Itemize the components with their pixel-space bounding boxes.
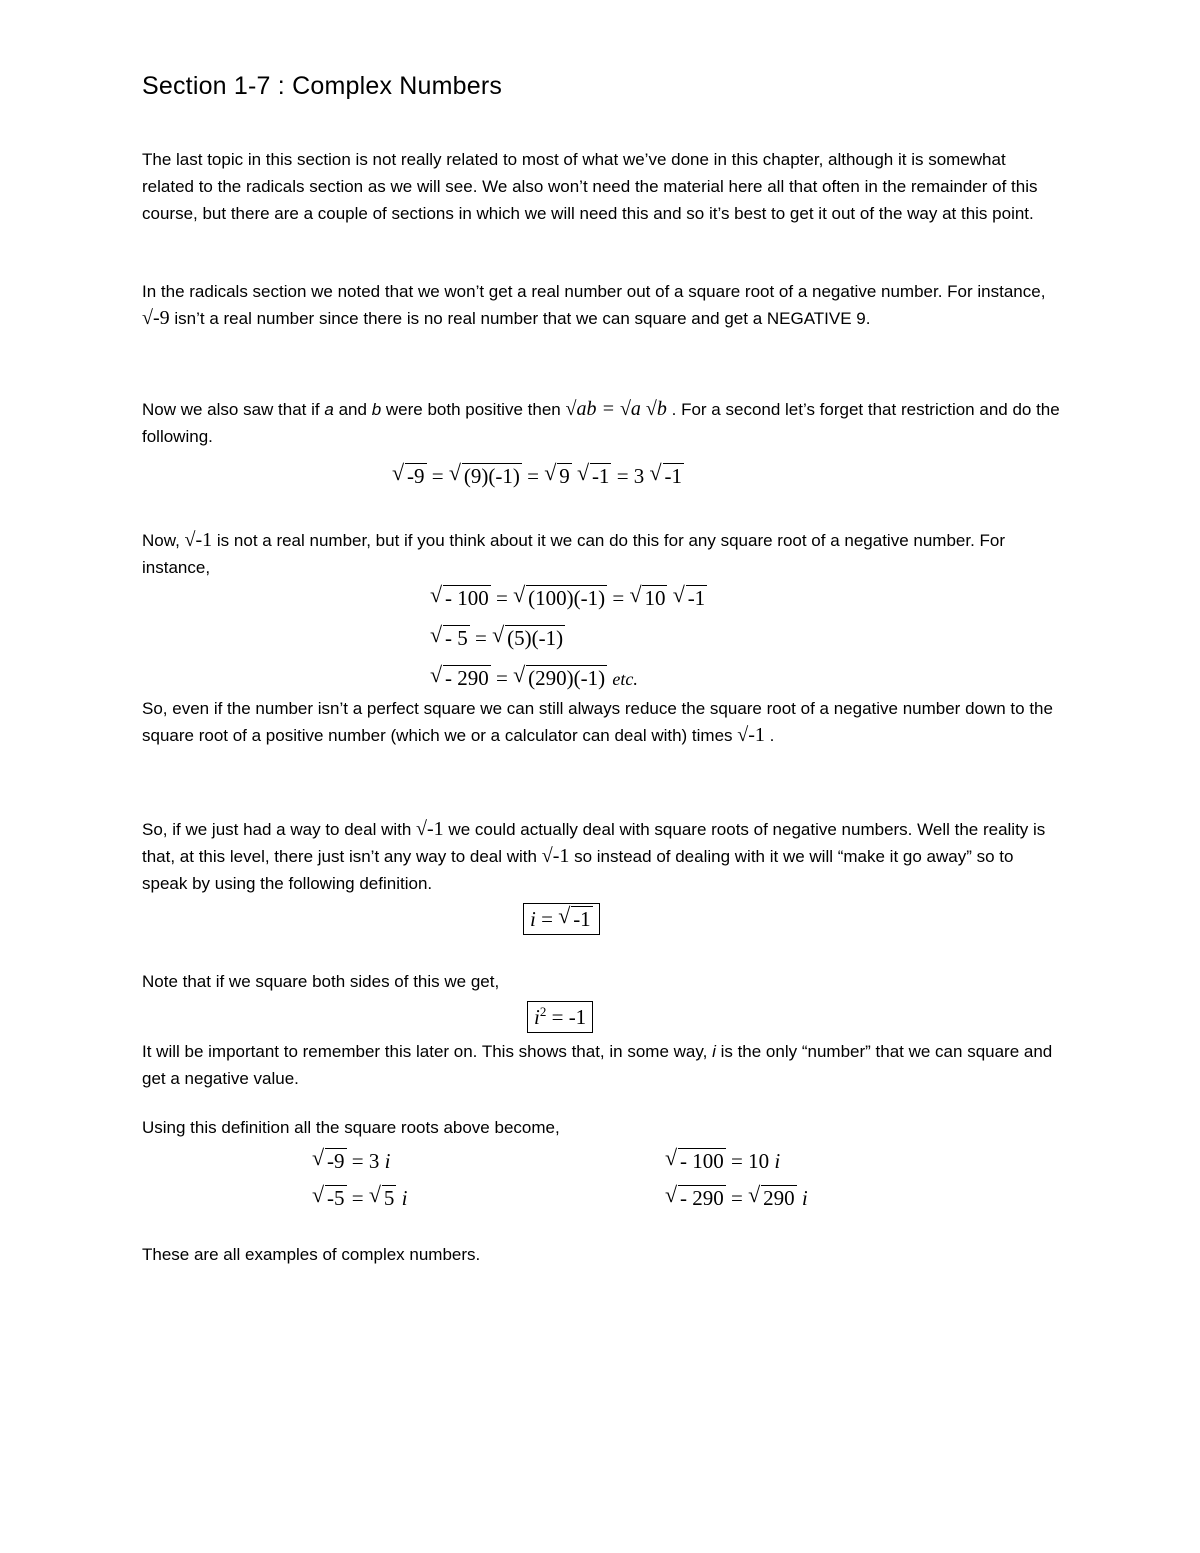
- var-b: b: [371, 400, 382, 419]
- sqrt-term: √ - 100: [665, 1148, 726, 1174]
- sqrt-term: √ -1: [558, 906, 593, 932]
- text-segment: isn’t a real number since there is no real number that we can square and get a NEGATIVE 9.: [174, 309, 871, 328]
- equation-sqrt-neg9: √ -9 = √ (9)(-1) = √ 9 √ -1 = 3 √ -1: [392, 463, 684, 489]
- result-sqrt-neg9: √ -9 = 3 i: [312, 1148, 390, 1174]
- text-segment: It will be important to remember this later on. This shows that, in some way,: [142, 1042, 708, 1061]
- text-segment: . For a second let’s forget that restriction and do the following.: [142, 400, 1060, 446]
- paragraph-using-definition: Using this definition all the square roots above become,: [142, 1118, 560, 1137]
- sqrt-term: √ -5: [312, 1185, 347, 1211]
- paragraph-reduce: [142, 695, 1062, 749]
- var-a: a: [324, 400, 334, 419]
- text-segment: were both positive then: [385, 400, 561, 419]
- paragraph-important: [142, 1038, 1062, 1092]
- etc-label: etc.: [612, 669, 638, 689]
- paragraph-radicals: [142, 278, 1062, 332]
- math-sqrt-neg1: √-1: [184, 529, 213, 551]
- sqrt-term: √ 290: [748, 1185, 797, 1211]
- text-segment: Now we also saw that if: [142, 400, 320, 419]
- text-segment: so instead of dealing with it we will “make it go away” so to speak by using the following definition.: [142, 847, 1014, 893]
- sqrt-term: √ 5: [369, 1185, 397, 1211]
- sqrt-term: √ (290)(-1): [513, 665, 607, 691]
- paragraph-intro: The last topic in this section is not really related to most of what we’ve done in this chapter, although it is somewhat related to the radicals section as we will see. We also won’t need the material here all that often in the remainder of this course, but there are a couple of sections in which we will need this and so it’s best to get it out of the way at this point.: [142, 150, 1038, 223]
- paragraph-product-rule: [142, 396, 1062, 450]
- imaginary-unit: i: [530, 907, 536, 931]
- sqrt-term: √ (9)(-1): [449, 463, 522, 489]
- math-product-rule: √ab = √a √b: [565, 398, 667, 420]
- sqrt-term: √ -9: [312, 1148, 347, 1174]
- text-segment: is not a real number, but if you think about it we can do this for any square root of a negative number. For instance,: [142, 531, 1006, 577]
- definition-i-squared-box: $i^2 = -1$: [527, 1001, 593, 1033]
- paragraph-conclusion: These are all examples of complex numbers.: [142, 1245, 481, 1264]
- paragraph-definition-intro: [142, 816, 1062, 897]
- paragraph-neg-roots: [142, 527, 1062, 581]
- sqrt-term: √ (100)(-1): [513, 585, 607, 611]
- paragraph-square-both: Note that if we square both sides of this we get,: [142, 972, 500, 991]
- math-sqrt-neg9: √-9: [142, 307, 170, 329]
- text-segment: In the radicals section we noted that we won’t get a real number out of a square root of a negative number. For instance,: [142, 282, 1046, 301]
- sqrt-term: √ - 100: [430, 585, 491, 611]
- sqrt-term: √ -9: [392, 463, 427, 489]
- text-segment: So, if we just had a way to deal with: [142, 820, 412, 839]
- math-sqrt-neg1: √-1: [737, 724, 765, 746]
- definition-i-box: i = √ -1: [523, 903, 600, 935]
- sqrt-term: √ (5)(-1): [492, 625, 565, 651]
- sqrt-term: √ - 5: [430, 625, 470, 651]
- text-segment: Now,: [142, 531, 180, 550]
- result-sqrt-neg100: √ - 100 = 10 i: [665, 1148, 780, 1174]
- equation-sqrt-neg5: √ - 5 = √ (5)(-1): [430, 625, 565, 651]
- sqrt-term: √ 9: [544, 463, 572, 489]
- text-segment: So, even if the number isn’t a perfect square we can still always reduce the square root of a negative number down to the square root of a positive number (which we or a calculator can deal with) times: [142, 699, 1053, 745]
- text-segment: is the only “number” that we can square and get a negative value.: [142, 1042, 1053, 1088]
- text-segment: we could actually deal with square roots of negative numbers. Well the reality is that, at this level, there just isn’t any way to deal with: [142, 820, 1046, 866]
- exponent: 2: [539, 1004, 547, 1019]
- result-sqrt-neg290: √ - 290 = √ 290 i: [665, 1185, 808, 1211]
- sqrt-term: √ -1: [650, 463, 685, 489]
- sqrt-term: √ -1: [577, 463, 612, 489]
- text-segment: .: [769, 726, 775, 745]
- text-segment: and: [338, 400, 367, 419]
- rhs-value: -1: [568, 1005, 587, 1029]
- math-sqrt-neg1: √-1: [416, 818, 444, 840]
- math-sqrt-neg1: √-1: [541, 845, 570, 867]
- result-sqrt-neg5: √ -5 = √ 5 i: [312, 1185, 407, 1211]
- sqrt-term: √ -1: [673, 585, 708, 611]
- imaginary-unit: i: [534, 1005, 540, 1029]
- equation-sqrt-neg290: √ - 290 = √ (290)(-1) etc.: [430, 665, 638, 691]
- page-title: Section 1-7 : Complex Numbers: [142, 72, 503, 100]
- sqrt-term: √ 10: [629, 585, 667, 611]
- coefficient: 3: [633, 464, 645, 488]
- sqrt-term: √ - 290: [430, 665, 491, 691]
- var-i: i: [712, 1042, 716, 1061]
- sqrt-term: √ - 290: [665, 1185, 726, 1211]
- equation-sqrt-neg100: √ - 100 = √ (100)(-1) = √ 10 √ -1: [430, 585, 707, 611]
